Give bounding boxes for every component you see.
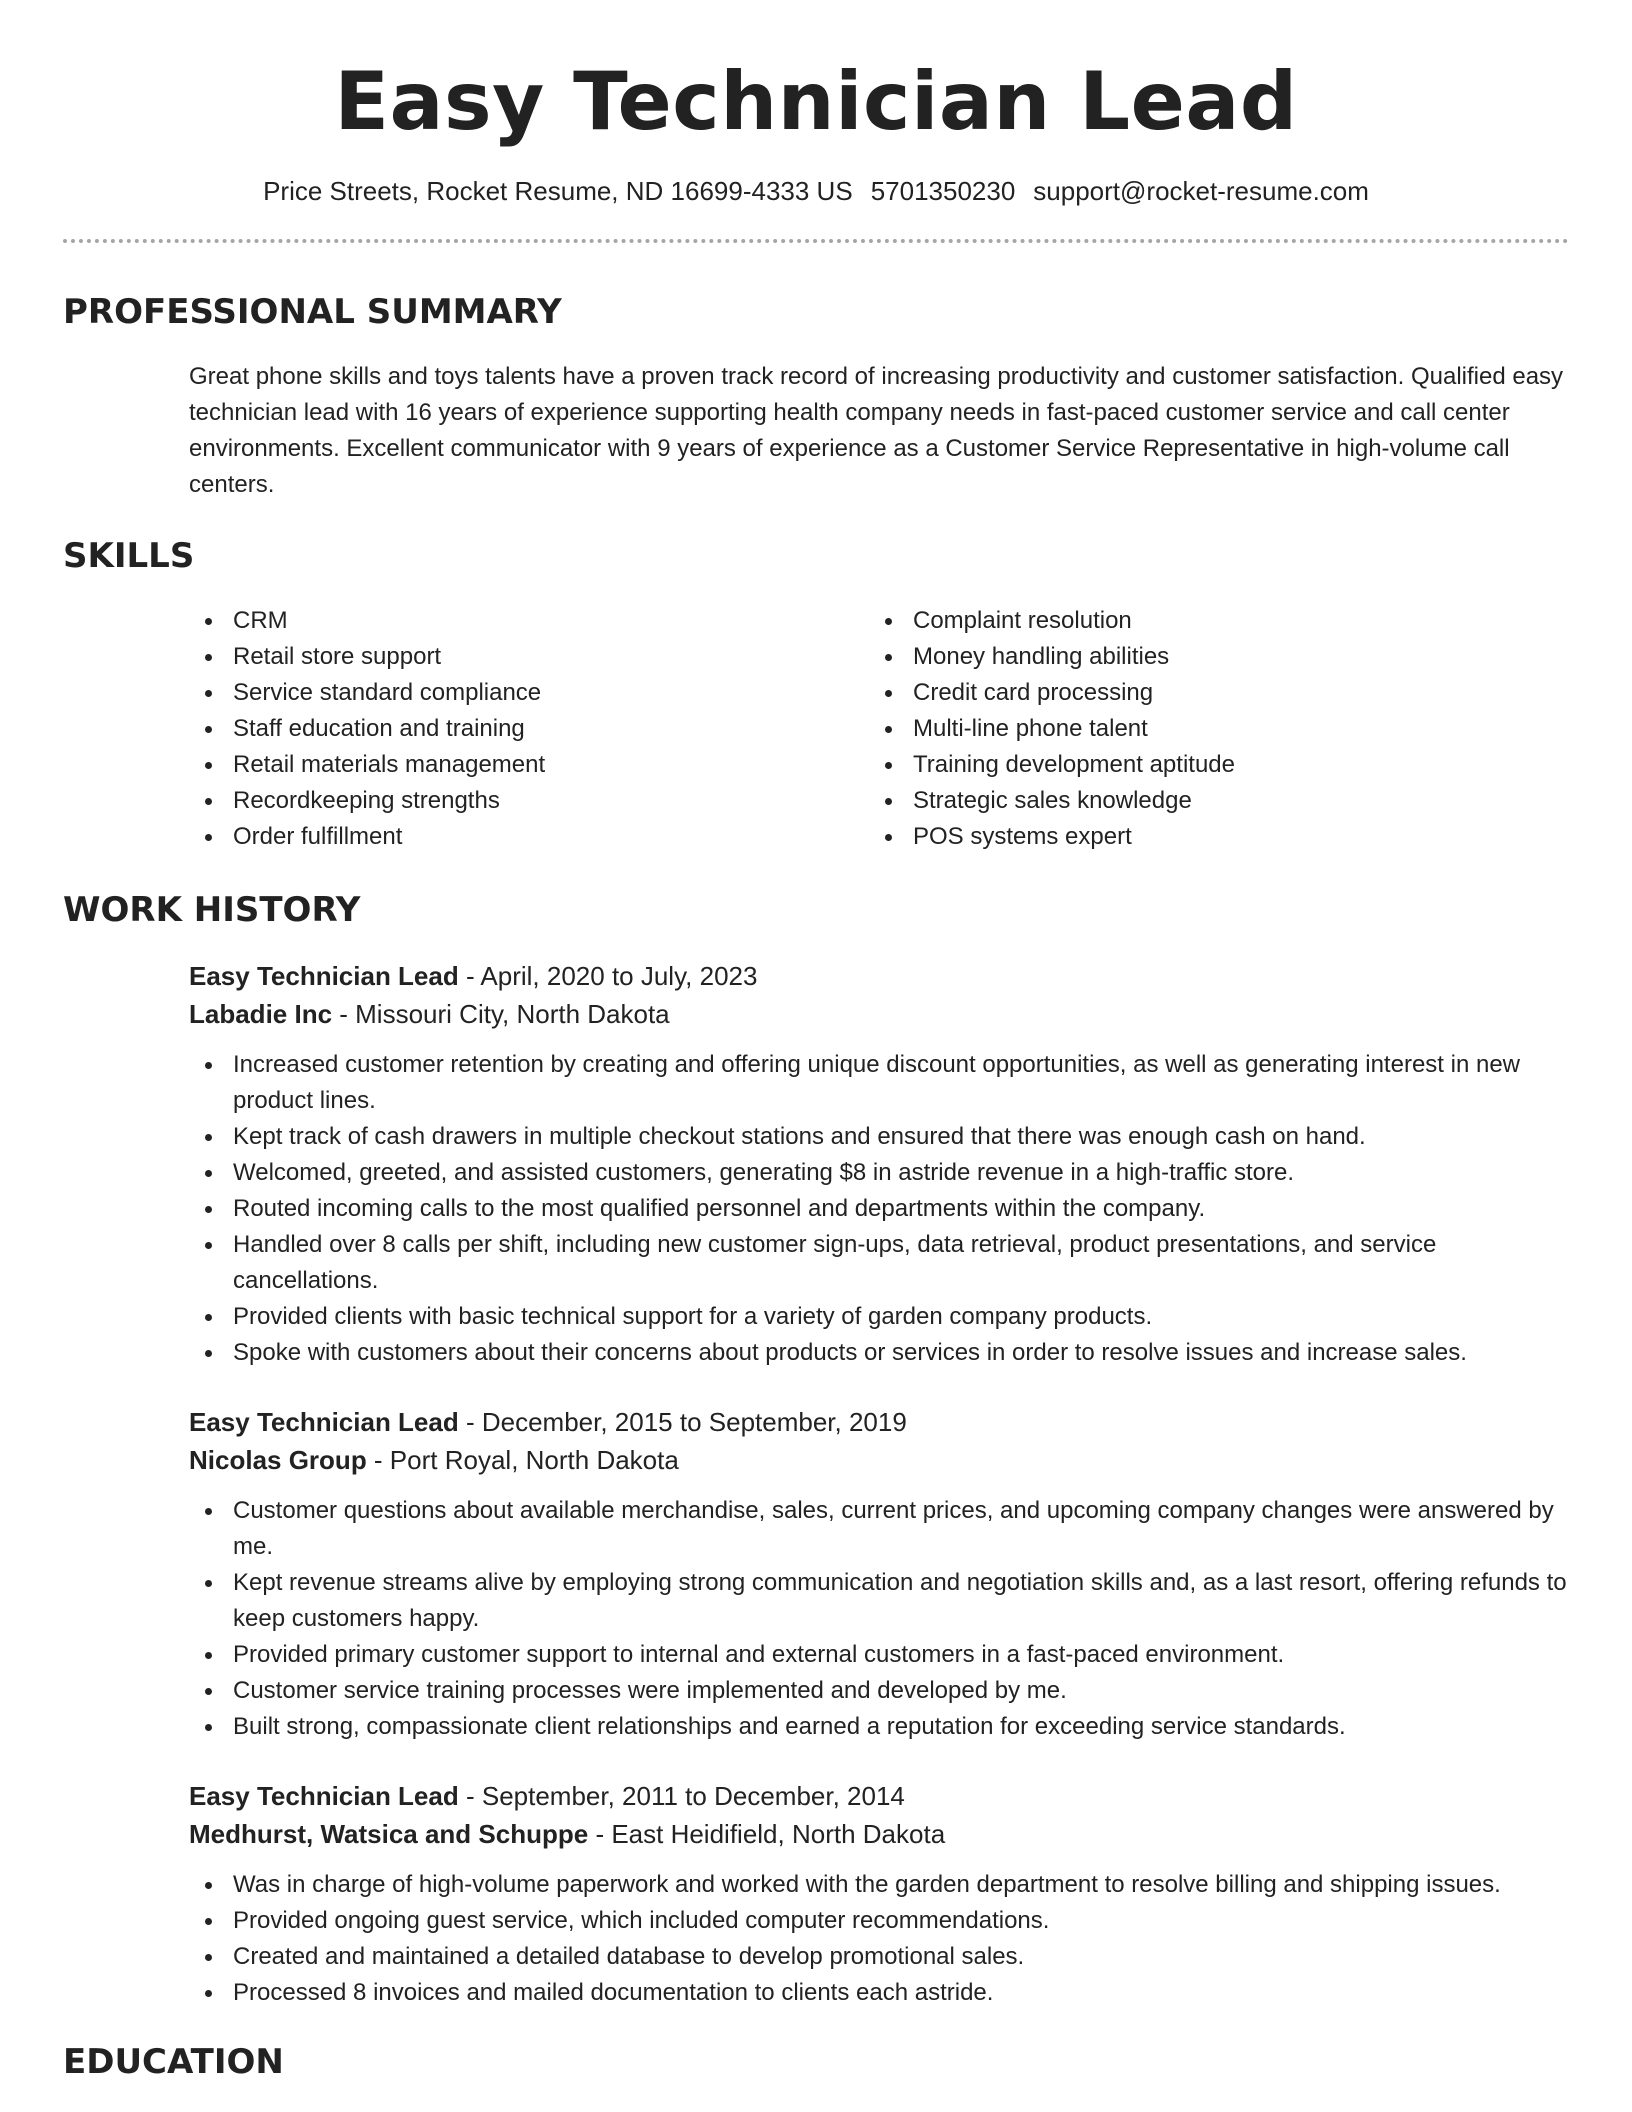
skill-item: Recordkeeping strengths: [189, 783, 869, 819]
job-role: Easy Technician Lead: [189, 1407, 459, 1437]
job-bullet: Processed 8 invoices and mailed documentation to clients each astride.: [189, 1975, 1569, 2011]
job-title-line: [189, 1403, 1569, 1441]
header-divider: [63, 239, 1569, 243]
skill-item: Strategic sales knowledge: [869, 783, 1549, 819]
job-company-line: [189, 995, 1569, 1033]
job-bullet: Customer questions about available merchandise, sales, current prices, and upcoming company changes were answered by me.: [189, 1493, 1569, 1565]
skill-item: Staff education and training: [189, 711, 869, 747]
job-bullet: Welcomed, greeted, and assisted customers, generating $8 in astride revenue in a high-traffic store.: [189, 1155, 1569, 1191]
job-role: Easy Technician Lead: [189, 961, 459, 991]
skill-item: Credit card processing: [869, 675, 1549, 711]
job-bullet: Created and maintained a detailed database to develop promotional sales.: [189, 1939, 1569, 1975]
job-location: - Port Royal, North Dakota: [366, 1445, 679, 1475]
job-entry: [189, 1403, 1569, 1745]
skills-column-left: [189, 603, 869, 855]
job-company-line: [189, 1441, 1569, 1479]
summary-text: Great phone skills and toys talents have a proven track record of increasing productivity and customer satisfaction. Qualified easy technician lead with 16 years of experience supporting health company needs in fast-paced customer service and call center environments. Excellent communicator with 9 years of experience as a Customer Service Representative in high-volume call centers.: [189, 363, 1564, 498]
contact-line: [63, 176, 1569, 207]
job-bullet: Kept revenue streams alive by employing strong communication and negotiation skills and, as a last resort, offering refunds to keep customers happy.: [189, 1565, 1569, 1637]
job-bullet: Customer service training processes were implemented and developed by me.: [189, 1673, 1569, 1709]
job-dates: - December, 2015 to September, 2019: [458, 1407, 907, 1437]
skill-item: Training development aptitude: [869, 747, 1549, 783]
job-bullet: Provided ongoing guest service, which included computer recommendations.: [189, 1903, 1569, 1939]
job-bullet: Routed incoming calls to the most qualified personnel and departments within the company.: [189, 1191, 1569, 1227]
job-bullets: [189, 1867, 1569, 2011]
contact-phone: 5701350230: [870, 176, 1016, 206]
job-bullets: [189, 1047, 1569, 1371]
skills-column-right: [869, 603, 1549, 855]
work-history-heading: WORK HISTORY: [63, 890, 361, 930]
job-bullets: [189, 1493, 1569, 1745]
skill-item: Order fulfillment: [189, 819, 869, 855]
skill-item: CRM: [189, 603, 869, 639]
skills-heading: SKILLS: [63, 536, 195, 576]
skill-item: Money handling abilities: [869, 639, 1549, 675]
job-company: Medhurst, Watsica and Schuppe: [189, 1819, 589, 1849]
job-bullet: Built strong, compassionate client relationships and earned a reputation for exceeding service standards.: [189, 1709, 1569, 1745]
skill-item: Service standard compliance: [189, 675, 869, 711]
job-dates: - September, 2011 to December, 2014: [458, 1781, 905, 1811]
job-entry: [189, 1777, 1569, 2011]
education-heading: EDUCATION: [63, 2042, 284, 2082]
skill-item: POS systems expert: [869, 819, 1549, 855]
job-role: Easy Technician Lead: [189, 1781, 459, 1811]
job-entry: [189, 957, 1569, 1371]
job-location: - Missouri City, North Dakota: [332, 999, 670, 1029]
summary-heading: PROFESSIONAL SUMMARY: [63, 292, 562, 332]
job-company: Labadie Inc: [189, 999, 333, 1029]
contact-address: Price Streets, Rocket Resume, ND 16699-4333 US: [263, 176, 853, 206]
work-history-list: [189, 957, 1569, 2011]
job-location: - East Heidifield, North Dakota: [588, 1819, 946, 1849]
job-bullet: Provided primary customer support to internal and external customers in a fast-paced environment.: [189, 1637, 1569, 1673]
job-dates: - April, 2020 to July, 2023: [458, 961, 758, 991]
job-company: Nicolas Group: [189, 1445, 367, 1475]
skill-item: Complaint resolution: [869, 603, 1549, 639]
skills-grid: [189, 603, 1569, 855]
skill-item: Multi-line phone talent: [869, 711, 1549, 747]
candidate-name: Easy Technician Lead: [334, 55, 1298, 148]
job-bullet: Was in charge of high-volume paperwork and worked with the garden department to resolve billing and shipping issues.: [189, 1867, 1569, 1903]
job-title-line: [189, 1777, 1569, 1815]
job-bullet: Kept track of cash drawers in multiple checkout stations and ensured that there was enough cash on hand.: [189, 1119, 1569, 1155]
contact-email: support@rocket-resume.com: [1033, 176, 1369, 206]
job-company-line: [189, 1815, 1569, 1853]
job-bullet: Provided clients with basic technical support for a variety of garden company products.: [189, 1299, 1569, 1335]
job-title-line: [189, 957, 1569, 995]
skill-item: Retail store support: [189, 639, 869, 675]
job-bullet: Increased customer retention by creating and offering unique discount opportunities, as well as generating interest in new product lines.: [189, 1047, 1569, 1119]
job-bullet: Spoke with customers about their concerns about products or services in order to resolve issues and increase sales.: [189, 1335, 1569, 1371]
job-bullet: Handled over 8 calls per shift, including new customer sign-ups, data retrieval, product presentations, and service cancellations.: [189, 1227, 1569, 1299]
skill-item: Retail materials management: [189, 747, 869, 783]
